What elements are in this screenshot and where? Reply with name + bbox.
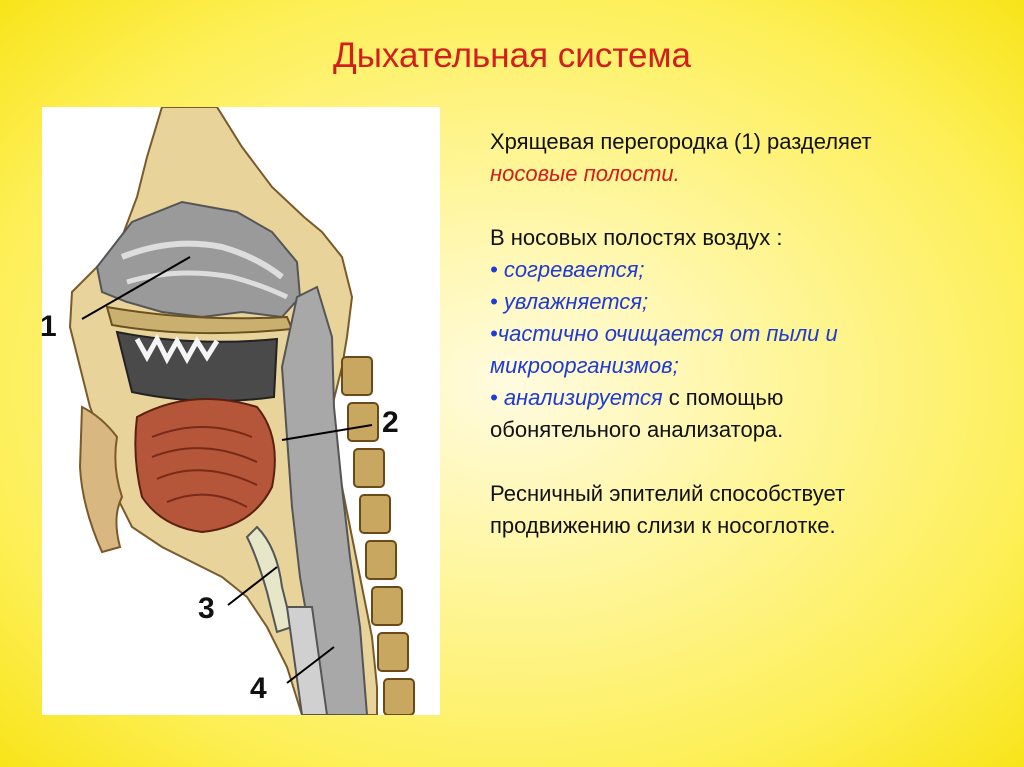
label-3: 3 bbox=[198, 592, 215, 625]
description-text bbox=[490, 126, 1010, 542]
bullet-warms: • согревается; bbox=[490, 257, 645, 282]
paragraph-septum-line2: носовые полости. bbox=[490, 161, 680, 186]
anatomy-figure bbox=[42, 107, 440, 715]
bullet-cleans-line2: микроорганизмов; bbox=[490, 353, 679, 378]
bullet-analyzes-keyword: • анализируется bbox=[490, 385, 663, 410]
slide-title: Дыхательная система bbox=[333, 36, 691, 75]
sagittal-head-section-illustration bbox=[42, 107, 440, 715]
paragraph-cilia-line1: Ресничный эпителий способствует bbox=[490, 481, 846, 506]
paragraph-air-intro: В носовых полостях воздух : bbox=[490, 225, 783, 250]
paragraph-septum-line1: Хрящевая перегородка (1) разделяет bbox=[490, 129, 872, 154]
label-2: 2 bbox=[382, 406, 399, 439]
label-1: 1 bbox=[40, 310, 57, 343]
bullet-cleans-line1: •частично очищается от пыли и bbox=[490, 321, 838, 346]
paragraph-cilia-line2: продвижению слизи к носоглотке. bbox=[490, 513, 836, 538]
label-4: 4 bbox=[250, 672, 267, 705]
bullet-analyzes-line1 bbox=[490, 382, 1010, 414]
bullet-analyzes-line2: обонятельного анализатора. bbox=[490, 417, 784, 442]
bullet-humidifies: • увлажняется; bbox=[490, 289, 649, 314]
bullet-analyzes-suffix: с помощью bbox=[662, 385, 784, 410]
